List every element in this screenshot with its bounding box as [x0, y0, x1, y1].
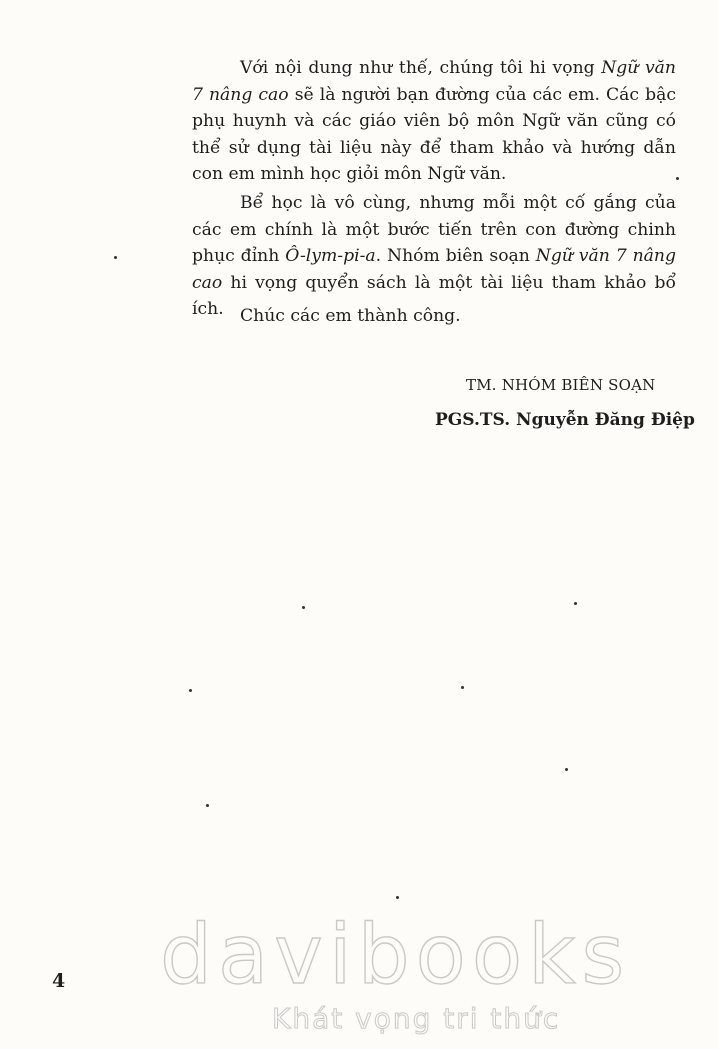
p1-book-title: Ngữ văn 7 nâng cao — [192, 58, 676, 105]
dust-speck — [396, 896, 399, 899]
dust-speck — [574, 602, 577, 605]
p2-text-a: Bể học là vô cùng, nhưng mỗi một cố gắng của các em chính là một bước tiến trên con đường chinh phục đỉnh — [192, 193, 676, 266]
signature-name: PGS.TS. Nguyễn Đăng Điệp — [435, 410, 695, 430]
dust-speck — [114, 256, 117, 259]
watermark-tagline: Khát vọng tri thức — [272, 1002, 561, 1035]
paragraph-wishes: Chúc các em thành công. — [240, 306, 461, 326]
p2-text-e: hi vọng quyển sách là một tài liệu tham khảo bổ ích. — [192, 272, 676, 319]
p2-book-title: Ngữ văn 7 nâng cao — [192, 246, 676, 293]
p1-text-c: sẽ là người bạn đường của các em. Các bậc phụ huynh và các giáo viên bộ môn Ngữ văn cũng có thể sử dụng tài liệu này để tham khảo và hướng dẫn con em mình học giỏi môn Ngữ văn. — [192, 84, 676, 184]
signature-organization: TM. NHÓM BIÊN SOẠN — [466, 376, 656, 394]
dust-speck — [461, 686, 464, 689]
dust-speck — [676, 177, 679, 180]
dust-speck — [206, 804, 209, 807]
dust-speck — [565, 768, 568, 771]
p1-text-a: Với nội dung như thế, chúng tôi hi vọng — [240, 58, 602, 78]
dust-speck — [189, 689, 192, 692]
watermark-logo: davibooks — [160, 908, 631, 1003]
p2-text-c: . Nhóm biên soạn — [375, 246, 536, 266]
paragraph-hope — [192, 55, 676, 188]
dust-speck — [302, 606, 305, 609]
p2-olympia: Ô-lym-pi-a — [285, 246, 376, 266]
page-number: 4 — [52, 970, 66, 992]
